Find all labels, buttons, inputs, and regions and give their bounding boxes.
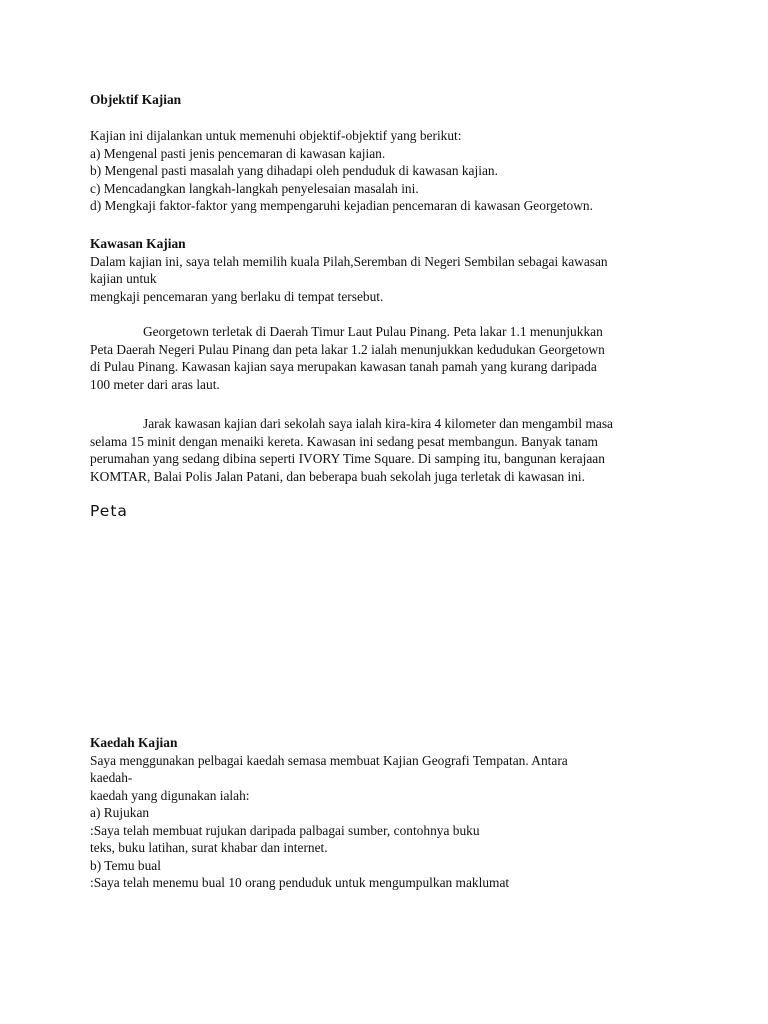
kaedah-line: :Saya telah membuat rujukan daripada palbagai sumber, contohnya buku	[90, 822, 480, 838]
kawasan-paragraph-3	[90, 415, 680, 485]
paragraph-line: di Pulau Pinang. Kawasan kajian saya merupakan kawasan tanah pamah yang kurang daripada	[90, 359, 597, 374]
paragraph-text: Georgetown terletak di Daerah Timur Laut Pulau Pinang. Peta lakar 1.1 menunjukkan	[143, 324, 603, 339]
section-kaedah	[90, 734, 680, 892]
paragraph-line: perumahan yang sedang dibina seperti IVORY Time Square. Di samping itu, bangunan kerajaan	[90, 451, 605, 466]
kaedah-line: :Saya telah menemu bual 10 orang penduduk untuk mengumpulkan maklumat	[90, 875, 510, 890]
objektif-body	[90, 127, 680, 215]
kaedah-line: kaedah yang digunakan ialah:	[90, 787, 250, 803]
objektif-item-a: a) Mengenal pasti jenis pencemaran di kawasan kajian.	[90, 145, 386, 161]
section-heading-kawasan: Kawasan Kajian	[90, 236, 186, 251]
paragraph-text: Jarak kawasan kajian dari sekolah saya ialah kira-kira 4 kilometer dan mengambil masa	[143, 416, 613, 431]
paragraph-line: selama 15 minit dengan menaiki kereta. Kawasan ini sedang pesat membangun. Banyak tanam	[90, 433, 598, 449]
kawasan-paragraph-2	[90, 323, 680, 393]
kawasan-line: mengkaji pencemaran yang berlaku di tempat tersebut.	[90, 288, 384, 304]
section-heading-kaedah: Kaedah Kajian	[90, 735, 178, 750]
paragraph-line: 100 meter dari aras laut.	[90, 376, 220, 392]
section-objektif	[90, 91, 680, 109]
kaedah-line: a) Rujukan	[90, 805, 150, 820]
objektif-item-c: c) Mencadangkan langkah-langkah penyelesaian masalah ini.	[90, 180, 419, 196]
paragraph-line	[90, 415, 680, 433]
section-heading-peta: Peta	[90, 502, 128, 520]
objektif-item-d: d) Mengkaji faktor-faktor yang mempengaruhi kejadian pencemaran di kawasan Georgetown.	[90, 198, 593, 213]
section-heading-objektif: Objektif Kajian	[90, 92, 182, 107]
section-kawasan	[90, 235, 680, 305]
paragraph-line: Peta Daerah Negeri Pulau Pinang dan peta lakar 1.2 ialah menunjukkan kedudukan Georgetown	[90, 341, 605, 357]
kaedah-line: teks, buku latihan, surat khabar dan internet.	[90, 840, 328, 855]
kawasan-line: kajian untuk	[90, 271, 157, 286]
kaedah-line: b) Temu bual	[90, 857, 161, 873]
objektif-intro: Kajian ini dijalankan untuk memenuhi objektif-objektif yang berikut:	[90, 128, 462, 143]
paragraph-line: KOMTAR, Balai Polis Jalan Patani, dan beberapa buah sekolah juga terletak di kawasan ini.	[90, 468, 585, 484]
objektif-item-b: b) Mengenal pasti masalah yang dihadapi oleh penduduk di kawasan kajian.	[90, 163, 498, 178]
kaedah-line: kaedah-	[90, 770, 133, 785]
paragraph-line	[90, 323, 680, 341]
map-placeholder	[90, 530, 680, 725]
kaedah-line: Saya menggunakan pelbagai kaedah semasa membuat Kajian Geografi Tempatan. Antara	[90, 752, 568, 768]
kawasan-line: Dalam kajian ini, saya telah memilih kuala Pilah,Seremban di Negeri Sembilan sebagai kawasan	[90, 253, 608, 269]
